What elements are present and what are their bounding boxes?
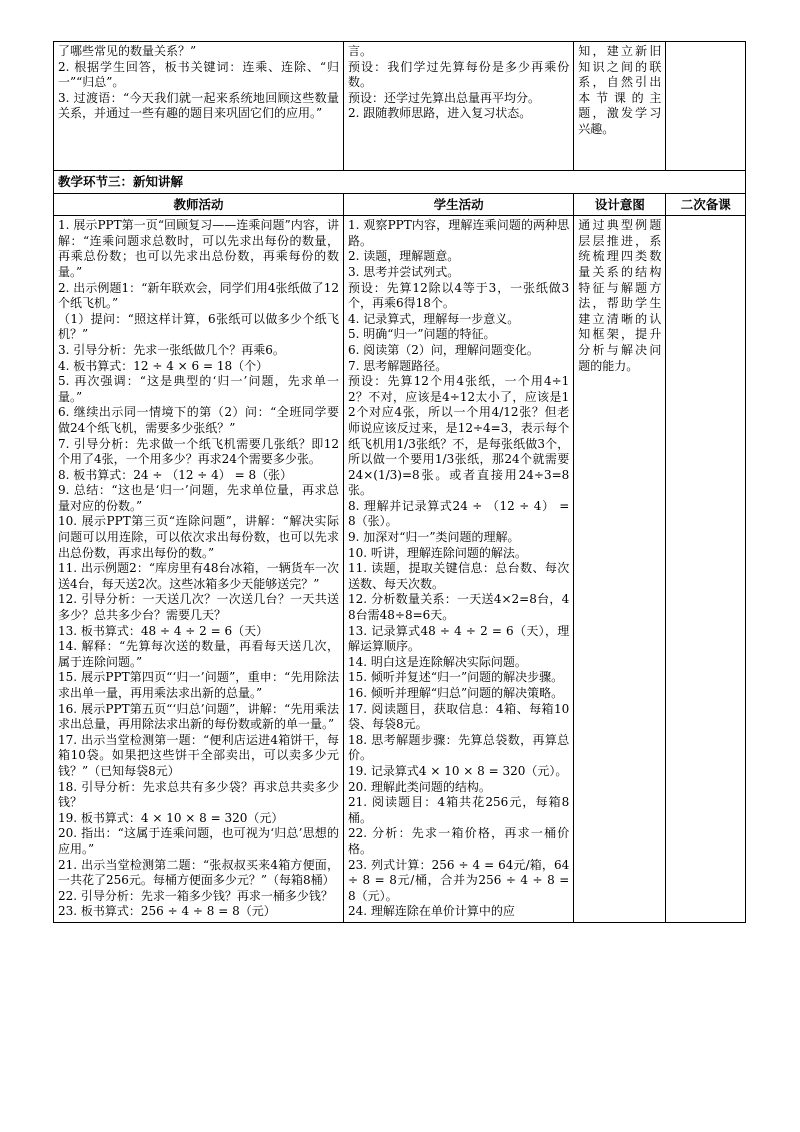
student-step: 24. 理解连除在单价计算中的应: [347, 904, 515, 919]
design-intent-cell: [574, 216, 666, 923]
teacher-activity-cell: [54, 216, 344, 923]
teacher-step: 8. 板书算式：24 ÷ （12 ÷ 4） = 8（张）: [58, 467, 293, 482]
teacher-step: 19. 板书算式：4 × 10 × 8 = 320（元）: [58, 810, 284, 825]
prev-teacher-line: 了哪些常见的数量关系？”: [58, 44, 197, 58]
teacher-step: 5. 再次强调：“这是典型的‘归一’问题，先求单一量。”: [58, 374, 339, 404]
student-step: 8. 理解并记录算式24 ÷ （12 ÷ 4） = 8（张）。: [347, 498, 570, 529]
prev-student-line: 言。: [347, 44, 372, 58]
student-activity-cell: [343, 216, 573, 923]
column-header-row: [54, 193, 746, 216]
student-step: 1. 观察PPT内容，理解连乘问题的两种思路。: [347, 218, 570, 248]
student-step: 5. 明确“归一”问题的特征。: [347, 327, 496, 342]
student-step: 21. 阅读题目：4箱共花256元，每箱8桶。: [347, 795, 570, 825]
teacher-step: （1）提问：“照这样计算，6张纸可以做多少个纸飞机？”: [58, 311, 339, 342]
student-step: 12. 分析数量关系：一天送4×2=8台，48台需48÷8=6天。: [347, 592, 570, 623]
student-step: 预设：先算12个用4张纸，一个用4÷12？不对，应该是4÷12太小了，应该是12个对应4张，所以一个用4/12张？但老师说应该反过来，是12÷4=3，表示每个纸飞机用1/3张纸？不，是每张纸做3个，所以做一个要用1/3张纸，那24个就需要24×(1/3)=8张。或者直接用24÷3=8张。: [347, 374, 570, 498]
teacher-step: 6. 继续出示同一情境下的第（2）问：“全班同学要做24个纸飞机，需要多少张纸？”: [58, 405, 339, 435]
teacher-step: 20. 指出：“这属于连乘问题，也可视为‘归总’思想的应用。”: [58, 826, 339, 856]
lesson-plan-document: [53, 41, 746, 923]
prev-teacher-line: 3. 过渡语：“今天我们就一起来系统地回顾这些数量关系，并通过一些有趣的题目来巩固它们的应用。”: [58, 90, 339, 121]
section-title: 教学环节三：新知讲解: [54, 171, 746, 194]
student-step: 19. 记录算式4 × 10 × 8 = 320（元）。: [347, 763, 568, 778]
student-step: 16. 倾听并理解“归总”问题的解决策略。: [347, 686, 564, 700]
teacher-step: 16. 展示PPT第五页“‘归总’问题”，讲解：“先用乘法求出总量，再用除法求出新的每份数或新的单一量。”: [58, 701, 339, 732]
student-step: 预设：先算12除以4等于3，一张纸做3个，再乘6得18个。: [347, 280, 570, 311]
teacher-step: 22. 引导分析：先求一箱多少钱？再求一桶多少钱？: [58, 888, 333, 903]
header-second: 二次备课: [666, 193, 746, 216]
teacher-step: 21. 出示当堂检测第二题：“张叔叔买来4箱方便面，一共花了256元。每桶方便面多少元？”（每箱8桶）: [58, 857, 339, 888]
student-step: 4. 记录算式，理解每一步意义。: [347, 311, 520, 326]
prev-teacher-line: 2. 根据学生回答，板书关键词：连乘、连除、“归一”“归总”。: [58, 59, 339, 90]
student-step: 11. 读题，提取关键信息：总台数、每次送数、每天次数。: [347, 561, 570, 591]
teacher-step: 17. 出示当堂检测第一题：“便利店运进4箱饼干，每箱10袋。如果把这些饼干全部卖出，可以卖多少元钱？”（已知每袋8元）: [58, 732, 339, 778]
section-title-row: [54, 171, 746, 194]
student-step: 7. 思考解题路径。: [347, 358, 448, 373]
student-step: 22. 分析：先求一箱价格，再求一桶价格。: [347, 826, 570, 856]
teacher-step: 1. 展示PPT第一页“回顾复习——连乘问题”内容，讲解：“连乘问题求总数时，可以先求出每份的数量，再乘总份数；也可以先求出总份数，再乘每份的数量。”: [58, 218, 339, 279]
student-step: 15. 倾听并复述“归一”问题的解决步骤。: [347, 670, 564, 685]
student-step: 14. 明白这是连除解决实际问题。: [347, 654, 527, 669]
header-teacher: 教师活动: [54, 193, 344, 216]
design-intent-text: 通过典型例题层层推进，系统梳理四类数量关系的结构特征与解题方法，帮助学生建立清晰的认知框架，提升分析与解决问题的能力。: [578, 218, 662, 373]
teacher-step: 23. 板书算式：256 ÷ 4 ÷ 8 = 8（元）: [58, 904, 276, 919]
student-step: 23. 列式计算：256 ÷ 4 = 64元/箱，64 ÷ 8 = 8元/桶，合并为256 ÷ 4 ÷ 8 = 8（元）。: [347, 857, 570, 903]
teacher-step: 10. 展示PPT第三页“连除问题”，讲解：“解决实际问题可以用连除，可以依次求出每份数，也可以先求出总份数，再求出每份的数。”: [58, 514, 339, 560]
teacher-step: 7. 引导分析：先求做一个纸飞机需要几张纸？即12个用了4张，一个用多少？再求24个需要多少张。: [58, 436, 339, 467]
teacher-step: 14. 解释：“先算每次送的数量，再看每天送几次，属于连除问题。”: [58, 639, 339, 669]
teacher-step: 2. 出示例题1：“新年联欢会，同学们用4张纸做了12个纸飞机。”: [58, 280, 339, 311]
prev-student-line: 预设：还学过先算出总量再平均分。: [347, 90, 540, 105]
student-step: 6. 阅读第（2）问，理解问题变化。: [347, 342, 539, 357]
student-step: 18. 思考解题步骤：先算总袋数，再算总价。: [347, 732, 570, 763]
student-step: 3. 思考并尝试列式。: [347, 264, 460, 279]
lesson-plan-table: [53, 41, 746, 923]
student-step: 17. 阅读题目，获取信息：4箱、每箱10袋、每袋8元。: [347, 701, 570, 732]
header-student: 学生活动: [343, 193, 573, 216]
prev-student-cell: [343, 42, 573, 171]
header-intent: 设计意图: [574, 193, 666, 216]
teacher-step: 18. 引导分析：先求总共有多少袋？再求总共卖多少钱？: [58, 779, 339, 810]
previous-section-row: [54, 42, 746, 171]
prev-student-line: 预设：我们学过先算每份是多少再乘份数。: [347, 59, 570, 90]
student-step: 2. 读题，理解题意。: [347, 249, 460, 264]
second-prep-cell: [666, 216, 746, 923]
teacher-step: 15. 展示PPT第四页“‘归一’问题”，重申：“先用除法求出单一量，再用乘法求出新的总量。”: [58, 670, 339, 700]
teacher-step: 11. 出示例题2：“库房里有48台冰箱，一辆货车一次送4台，每天送2次。这些冰箱多少天能够送完？”: [58, 561, 339, 591]
prev-teacher-cell: [54, 42, 344, 171]
student-step: 13. 记录算式48 ÷ 4 ÷ 2 = 6（天），理解运算顺序。: [347, 623, 570, 654]
teacher-step: 12. 引导分析：一天送几次？一次送几台？一天共送多少？总共多少台？需要几天？: [58, 592, 339, 623]
teacher-step: 3. 引导分析：先求一张纸做几个？再乘6。: [58, 342, 285, 357]
teacher-step: 9. 总结：“这也是‘归一’问题，先求单位量，再求总量对应的份数。”: [58, 483, 339, 513]
prev-second-cell: [666, 42, 746, 171]
prev-intent-cell: [574, 42, 666, 171]
student-step: 9. 加深对“归一”类问题的理解。: [347, 530, 520, 545]
main-content-row: [54, 216, 746, 923]
student-step: 10. 听讲，理解连除问题的解法。: [347, 545, 527, 560]
teacher-step: 13. 板书算式：48 ÷ 4 ÷ 2 = 6（天）: [58, 623, 269, 638]
teacher-step: 4. 板书算式：12 ÷ 4 × 6 = 18（个）: [58, 358, 269, 373]
prev-intent-text: 知，建立新旧知识之间的联系，自然引出本节课的主题，激发学习兴趣。: [578, 44, 662, 136]
prev-student-line: 2. 跟随教师思路，进入复习状态。: [347, 106, 532, 121]
student-step: 20. 理解此类问题的结构。: [347, 779, 491, 794]
